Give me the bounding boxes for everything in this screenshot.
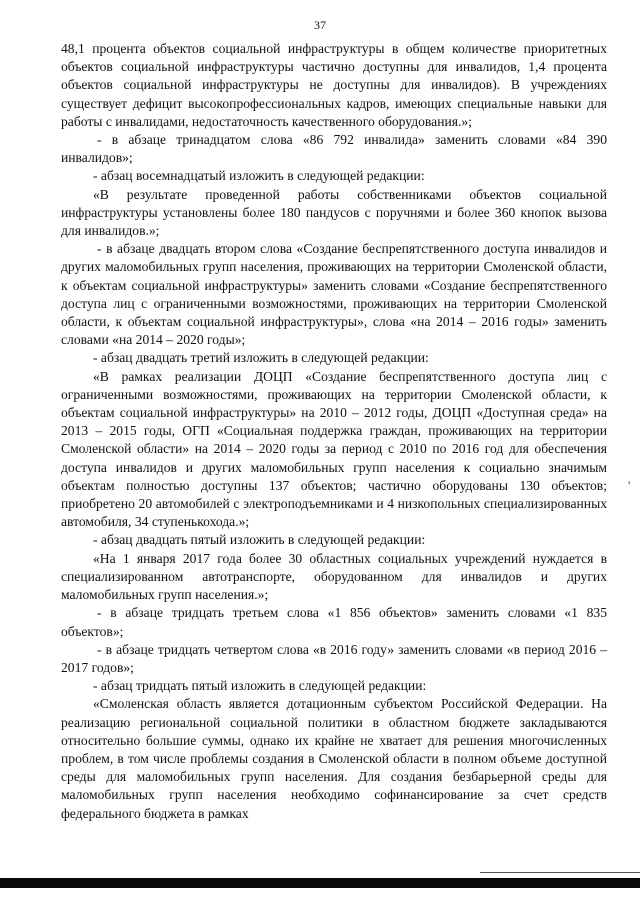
paragraph-amendment-23-text: «В рамках реализации ДОЦП «Создание беспрепятственного доступа лиц с ограниченными возможностями, проживающих на территории Смоленской области, к объектам социальной инфраструктуры» на 2010 – 2012 годы, ДОЦП «Доступная среда» на 2013 – 2015 годы, ОГП «Социальная поддержка граждан, проживающих на территории Смоленской области» на 2014 – 2020 годы за период с 2010 по 2016 год для обеспечения доступа инвалидов и других маломобильных групп населения к социально значимым объектам полностью доступны 137 объектов; частично оборудованы 130 объектов; приобретено 20 автомобилей с электроподъемниками и 4 низкопольных специализированных автомобиля, 34 ступенькохода.»;: [61, 368, 607, 530]
paragraph-amendment-35-intro: - абзац тридцать пятый изложить в следующей редакции:: [93, 678, 427, 694]
scan-bottom-bar: [0, 878, 640, 888]
paragraph-amendment-18-text: «В результате проведенной работы собственниками объектов социальной инфраструктуры установлены более 180 пандусов с поручнями и более 360 кнопок вызова для инвалидов.»;: [61, 186, 607, 239]
paragraph-amendment-23-intro: - абзац двадцать третий изложить в следующей редакции:: [93, 350, 429, 366]
paragraph-amendment-33: - в абзаце тридцать третьем слова «1 856 объектов» заменить словами «1 835 объектов»;: [61, 605, 607, 639]
paragraph-amendment-13: - в абзаце тринадцатом слова «86 792 инвалида» заменить словами «84 390 инвалидов»;: [61, 132, 607, 166]
paragraph-amendment-35-text: «Смоленская область является дотационным субъектом Российской Федерации. На реализацию региональной социальной политики в областном бюджете закладываются относительно большие суммы, однако их крайне не хватает для решения многочисленных проблем, в том числе проблемы создания в Смоленской области в полном объеме доступной среды для маломобильных групп населения. Для создания безбарьерной среды для маломобильных групп населения необходимо софинансирование за счет средств федерального бюджета в рамках: [61, 696, 607, 821]
paragraph-continuation: 48,1 процента объектов социальной инфраструктуры в общем количестве приоритетных объектов социальной инфраструктуры частично доступны для инвалидов, 1,4 процента объектов социальной инфраструктуры не доступны для инвалидов). В учреждениях существует дефицит высокопрофессиональных кадров, имеющих специальные навыки для работы с инвалидами, недостаточность качественного оборудования.»;: [61, 41, 607, 129]
page-number: 37: [314, 18, 326, 32]
document-body: [61, 40, 607, 823]
paragraph-amendment-34: - в абзаце тридцать четвертом слова «в 2016 году» заменить словами «в период 2016 – 2017 годов»;: [61, 641, 607, 675]
scan-edge-line: [480, 872, 640, 873]
paragraph-amendment-22: - в абзаце двадцать втором слова «Создание беспрепятственного доступа инвалидов и других маломобильных групп населения, проживающих на территории Смоленской области, к объектам социальной инфраструктуры» заменить словами «Создание беспрепятственного доступа лиц с ограниченными возможностями, проживающих на территории Смоленской области, к объектам социальной инфраструктуры», слова «на 2014 – 2016 годы» заменить словами «на 2014 – 2020 годы»;: [61, 241, 607, 348]
scan-mark: ': [628, 478, 631, 493]
paragraph-amendment-18-intro: - абзац восемнадцатый изложить в следующей редакции:: [93, 168, 425, 184]
paragraph-amendment-25-intro: - абзац двадцать пятый изложить в следующей редакции:: [93, 532, 426, 548]
paragraph-amendment-25-text: «На 1 января 2017 года более 30 областных социальных учреждений нуждается в специализированном автотранспорте, оборудованном для инвалидов и других маломобильных групп населения.»;: [61, 550, 607, 603]
